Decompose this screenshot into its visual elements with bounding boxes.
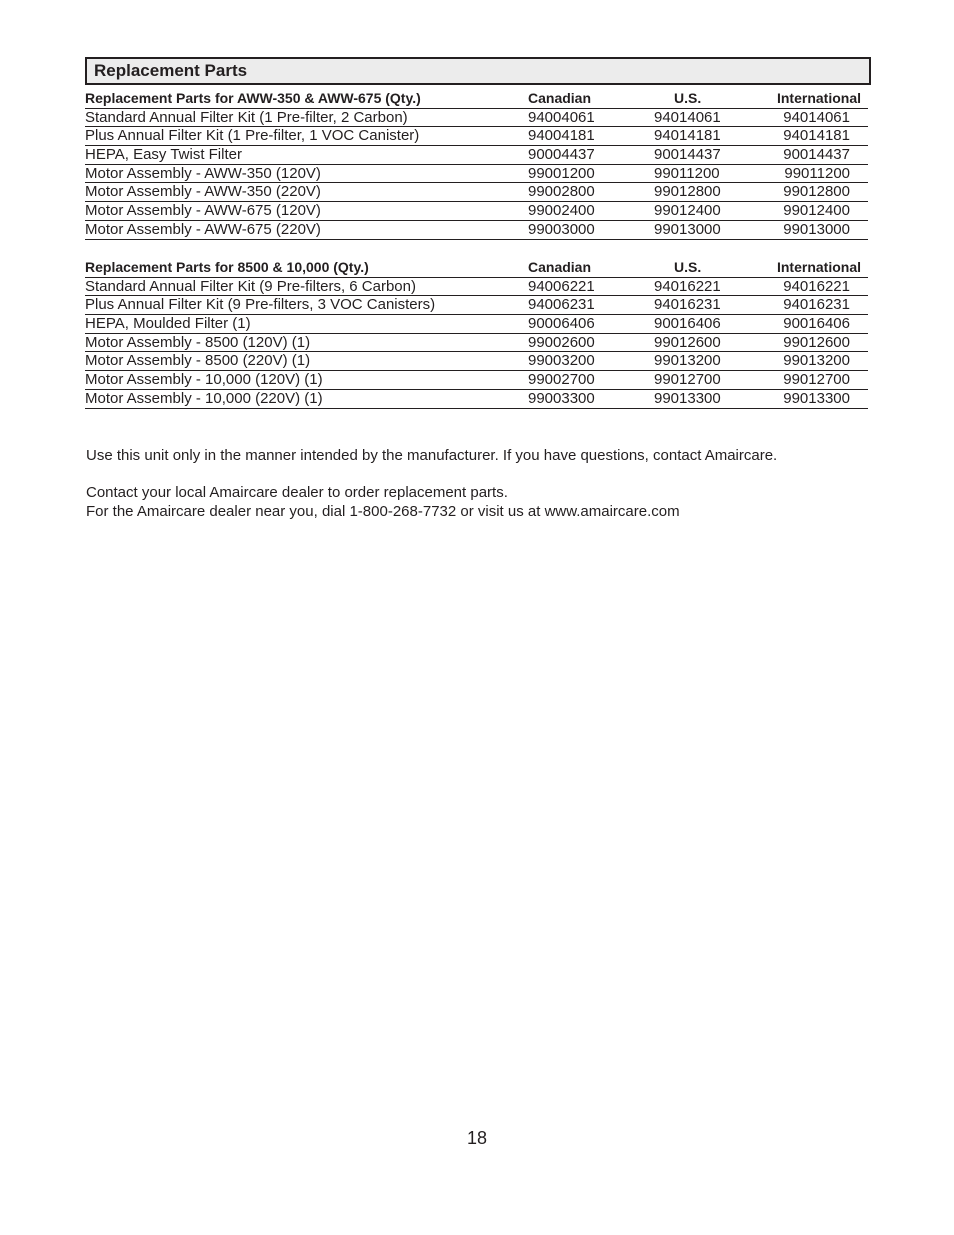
part-description: Plus Annual Filter Kit (1 Pre-filter, 1 VOC Canister)	[85, 127, 420, 145]
table-row	[85, 296, 868, 315]
part-number-international: 99012700	[783, 371, 850, 389]
table-row	[85, 127, 868, 146]
part-description: Motor Assembly - 10,000 (120V) (1)	[85, 371, 323, 389]
table-row	[85, 315, 868, 334]
part-number-canadian: 99002700	[528, 371, 595, 389]
part-number-international: 90016406	[783, 315, 850, 333]
part-description: Motor Assembly - 10,000 (220V) (1)	[85, 389, 323, 407]
part-description: Motor Assembly - AWW-350 (220V)	[85, 183, 321, 201]
part-number-international: 90014437	[783, 146, 850, 164]
header-international: International	[776, 90, 861, 106]
part-number-canadian: 99002800	[528, 183, 595, 201]
part-number-us: 99013200	[654, 352, 721, 370]
header-description: Replacement Parts for AWW-350 & AWW-675 (Qty.)	[85, 90, 421, 106]
header-canadian: Canadian	[528, 259, 592, 275]
part-number-canadian: 94004181	[528, 127, 595, 145]
table-row	[85, 371, 868, 390]
table-row	[85, 146, 868, 165]
part-number-international: 94014181	[783, 127, 850, 145]
part-number-international: 99012600	[783, 333, 850, 351]
table-row	[85, 390, 868, 409]
part-number-us: 99013300	[654, 389, 721, 407]
part-number-international: 99013000	[783, 220, 850, 238]
part-description: Standard Annual Filter Kit (9 Pre-filters, 6 Carbon)	[85, 277, 416, 295]
part-number-us: 99012400	[654, 202, 721, 220]
part-number-us: 94016231	[654, 296, 721, 314]
part-number-canadian: 99003200	[528, 352, 595, 370]
part-number-canadian: 99002600	[528, 333, 595, 351]
header-us: U.S.	[674, 90, 702, 106]
header-canadian: Canadian	[528, 90, 592, 106]
part-number-canadian: 94006221	[528, 277, 595, 295]
table-row	[85, 183, 868, 202]
part-number-us: 99012600	[654, 333, 721, 351]
part-number-us: 94014181	[654, 127, 721, 145]
part-description: Standard Annual Filter Kit (1 Pre-filter, 2 Carbon)	[85, 108, 408, 126]
part-number-international: 94014061	[783, 108, 850, 126]
part-description: Motor Assembly - AWW-675 (220V)	[85, 220, 321, 238]
header-description: Replacement Parts for 8500 & 10,000 (Qty.)	[85, 259, 369, 275]
part-number-international: 94016231	[783, 296, 850, 314]
table-row	[85, 165, 868, 184]
part-number-international: 99012800	[783, 183, 850, 201]
parts-table-aww	[85, 90, 868, 240]
page-number: 18	[466, 1128, 488, 1148]
order-note: Contact your local Amaircare dealer to order replacement parts.	[86, 484, 508, 501]
part-number-international: 99013200	[783, 352, 850, 370]
part-number-us: 99013000	[654, 220, 721, 238]
table-header-row	[85, 90, 868, 109]
part-number-international: 99011200	[784, 164, 850, 182]
part-number-canadian: 90004437	[528, 146, 595, 164]
part-number-international: 99013300	[783, 389, 850, 407]
part-number-canadian: 99003000	[528, 220, 595, 238]
part-number-canadian: 99003300	[528, 389, 595, 407]
section-title: Replacement Parts	[94, 61, 248, 80]
part-number-us: 90014437	[654, 146, 721, 164]
section-title-box	[85, 57, 871, 85]
header-international: International	[776, 259, 861, 275]
table-row	[85, 352, 868, 371]
part-number-canadian: 94006231	[528, 296, 595, 314]
part-number-us: 94014061	[654, 108, 721, 126]
header-us: U.S.	[674, 259, 702, 275]
part-number-canadian: 90006406	[528, 315, 595, 333]
part-number-us: 99012700	[654, 371, 721, 389]
part-description: HEPA, Easy Twist Filter	[85, 146, 242, 164]
part-number-international: 94016221	[783, 277, 850, 295]
table-row	[85, 221, 868, 240]
usage-note: Use this unit only in the manner intended by the manufacturer. If you have questions, contact Amaircare.	[86, 447, 778, 464]
part-number-us: 94016221	[654, 277, 721, 295]
table-header-row	[85, 259, 868, 278]
part-description: Motor Assembly - 8500 (120V) (1)	[85, 333, 311, 351]
part-number-international: 99012400	[783, 202, 850, 220]
part-number-canadian: 99001200	[528, 164, 595, 182]
table-row	[85, 109, 868, 128]
part-number-canadian: 94004061	[528, 108, 595, 126]
table-row	[85, 202, 868, 221]
part-description: Plus Annual Filter Kit (9 Pre-filters, 3 VOC Canisters)	[85, 296, 436, 314]
part-description: Motor Assembly - 8500 (220V) (1)	[85, 352, 311, 370]
dealer-note: For the Amaircare dealer near you, dial 1-800-268-7732 or visit us at www.amaircare.com	[86, 503, 680, 520]
part-number-us: 99012800	[654, 183, 721, 201]
table-row	[85, 278, 868, 297]
part-description: Motor Assembly - AWW-350 (120V)	[85, 164, 321, 182]
part-description: HEPA, Moulded Filter (1)	[85, 315, 251, 333]
part-number-us: 99011200	[654, 164, 720, 182]
part-number-canadian: 99002400	[528, 202, 595, 220]
parts-table-8500	[85, 259, 868, 409]
part-number-us: 90016406	[654, 315, 721, 333]
table-row	[85, 334, 868, 353]
part-description: Motor Assembly - AWW-675 (120V)	[85, 202, 321, 220]
